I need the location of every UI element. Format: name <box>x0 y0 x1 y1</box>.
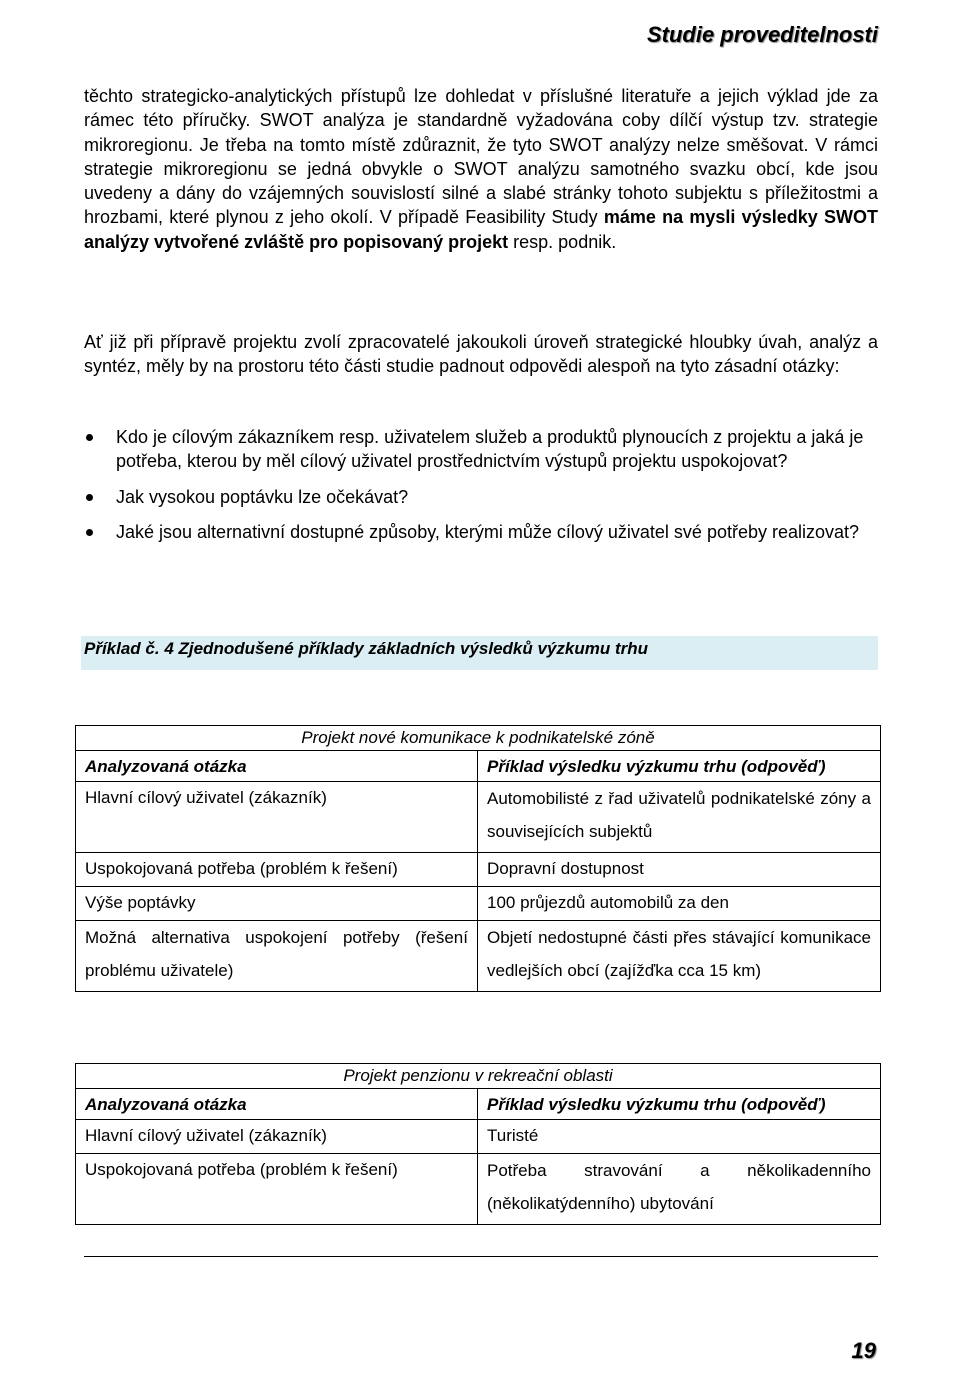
paragraph-swot-text: těchto strategicko-analytických přístupů lze dohledat v příslušné literatuře a jejich výklad jde za rámec této příručky. SWOT analýza je standardně vyžadována coby dílčí výstup tzv. strategie mikroregionu. Je třeba na tomto místě zdůraznit, že tyto SWOT analýzy nelze směšovat. V rámci strategie mikroregionu se jedná obvykle o SWOT analýzu samotného svazku obcí, kde jsou uvedeny a dány do vzájemných souvislostí silné a slabé stránky tohoto subjektu s příležitostmi a hrozbami, které plynou z jeho okolí. V případě Feasibility Study <box>84 86 878 228</box>
market-research-table-road <box>75 725 881 992</box>
list-item-text: Jak vysokou poptávku lze očekávat? <box>116 486 409 507</box>
column-header-answer: Příklad výsledku výzkumu trhu (odpověď) <box>478 751 881 782</box>
table-cell-question: Hlavní cílový uživatel (zákazník) <box>76 782 478 853</box>
list-item <box>84 485 878 509</box>
table-cell-answer: 100 průjezdů automobilů za den <box>478 887 881 921</box>
table-cell-answer: Turisté <box>478 1120 881 1154</box>
question-list <box>84 425 878 555</box>
table-caption: Projekt penzionu v rekreační oblasti <box>76 1064 881 1089</box>
table-row <box>76 853 881 887</box>
list-item-text: Kdo je cílovým zákazníkem resp. uživatelem služeb a produktů plynoucích z projektu a jaká je potřeba, kterou by měl cílový uživatel prostřednictvím výstupů projektu uspokojovat? <box>116 427 864 472</box>
list-item <box>84 520 878 544</box>
table-row <box>76 887 881 921</box>
paragraph-questions-intro: Ať již při přípravě projektu zvolí zpracovatelé jakoukoli úroveň strategické hloubky úvah, analýz a syntéz, měly by na prostoru této části studie padnout odpovědi alespoň na tyto zásadní otázky: <box>84 332 878 377</box>
table-caption: Projekt nové komunikace k podnikatelské zóně <box>76 726 881 751</box>
table-header-row <box>76 751 881 782</box>
column-header-question: Analyzovaná otázka <box>76 1089 478 1120</box>
column-header-answer: Příklad výsledku výzkumu trhu (odpověď) <box>478 1089 881 1120</box>
table-row <box>76 1120 881 1154</box>
table-cell-question: Hlavní cílový uživatel (zákazník) <box>76 1120 478 1154</box>
paragraph-swot <box>84 84 878 254</box>
bullet-icon <box>86 494 93 501</box>
page-header-title: Studie proveditelnosti <box>646 22 878 47</box>
table-cell-question: Uspokojovaná potřeba (problém k řešení) <box>76 1154 478 1225</box>
table-row <box>76 1154 881 1225</box>
table-row <box>76 921 881 992</box>
table-cell-answer: Potřeba stravování a několikadenního (několikatýdenního) ubytování <box>478 1154 881 1225</box>
table-cell-answer: Dopravní dostupnost <box>478 853 881 887</box>
table-cell-question: Uspokojovaná potřeba (problém k řešení) <box>76 853 478 887</box>
list-item <box>84 425 878 474</box>
table-cell-answer: Objetí nedostupné části přes stávající komunikace vedlejších obcí (zajížďka cca 15 km) <box>478 921 881 992</box>
list-item-text: Jaké jsou alternativní dostupné způsoby, kterými může cílový uživatel své potřeby realizovat? <box>116 521 860 542</box>
table-cell-question: Možná alternativa uspokojení potřeby (řešení problému uživatele) <box>76 921 478 992</box>
table-cell-question: Výše poptávky <box>76 887 478 921</box>
bullet-icon <box>86 434 93 441</box>
market-research-table-guesthouse <box>75 1063 881 1225</box>
bullet-icon <box>86 529 93 536</box>
table-caption-row <box>76 1064 881 1089</box>
column-header-question: Analyzovaná otázka <box>76 751 478 782</box>
table-cell-answer: Automobilisté z řad uživatelů podnikatelské zóny a souvisejících subjektů <box>478 782 881 853</box>
table-caption-row <box>76 726 881 751</box>
table-row <box>76 782 881 853</box>
footer-divider <box>84 1256 878 1257</box>
paragraph-swot-tail: resp. podnik. <box>508 231 617 252</box>
table-header-row <box>76 1089 881 1120</box>
example-heading: Příklad č. 4 Zjednodušené příklady základních výsledků výzkumu trhu <box>81 636 878 670</box>
paragraph-swot-emphasis: máme na mysli výsledky SWOT analýzy vytvořené zvláště pro popisovaný projekt <box>84 207 878 252</box>
page-number: 19 <box>851 1338 876 1363</box>
